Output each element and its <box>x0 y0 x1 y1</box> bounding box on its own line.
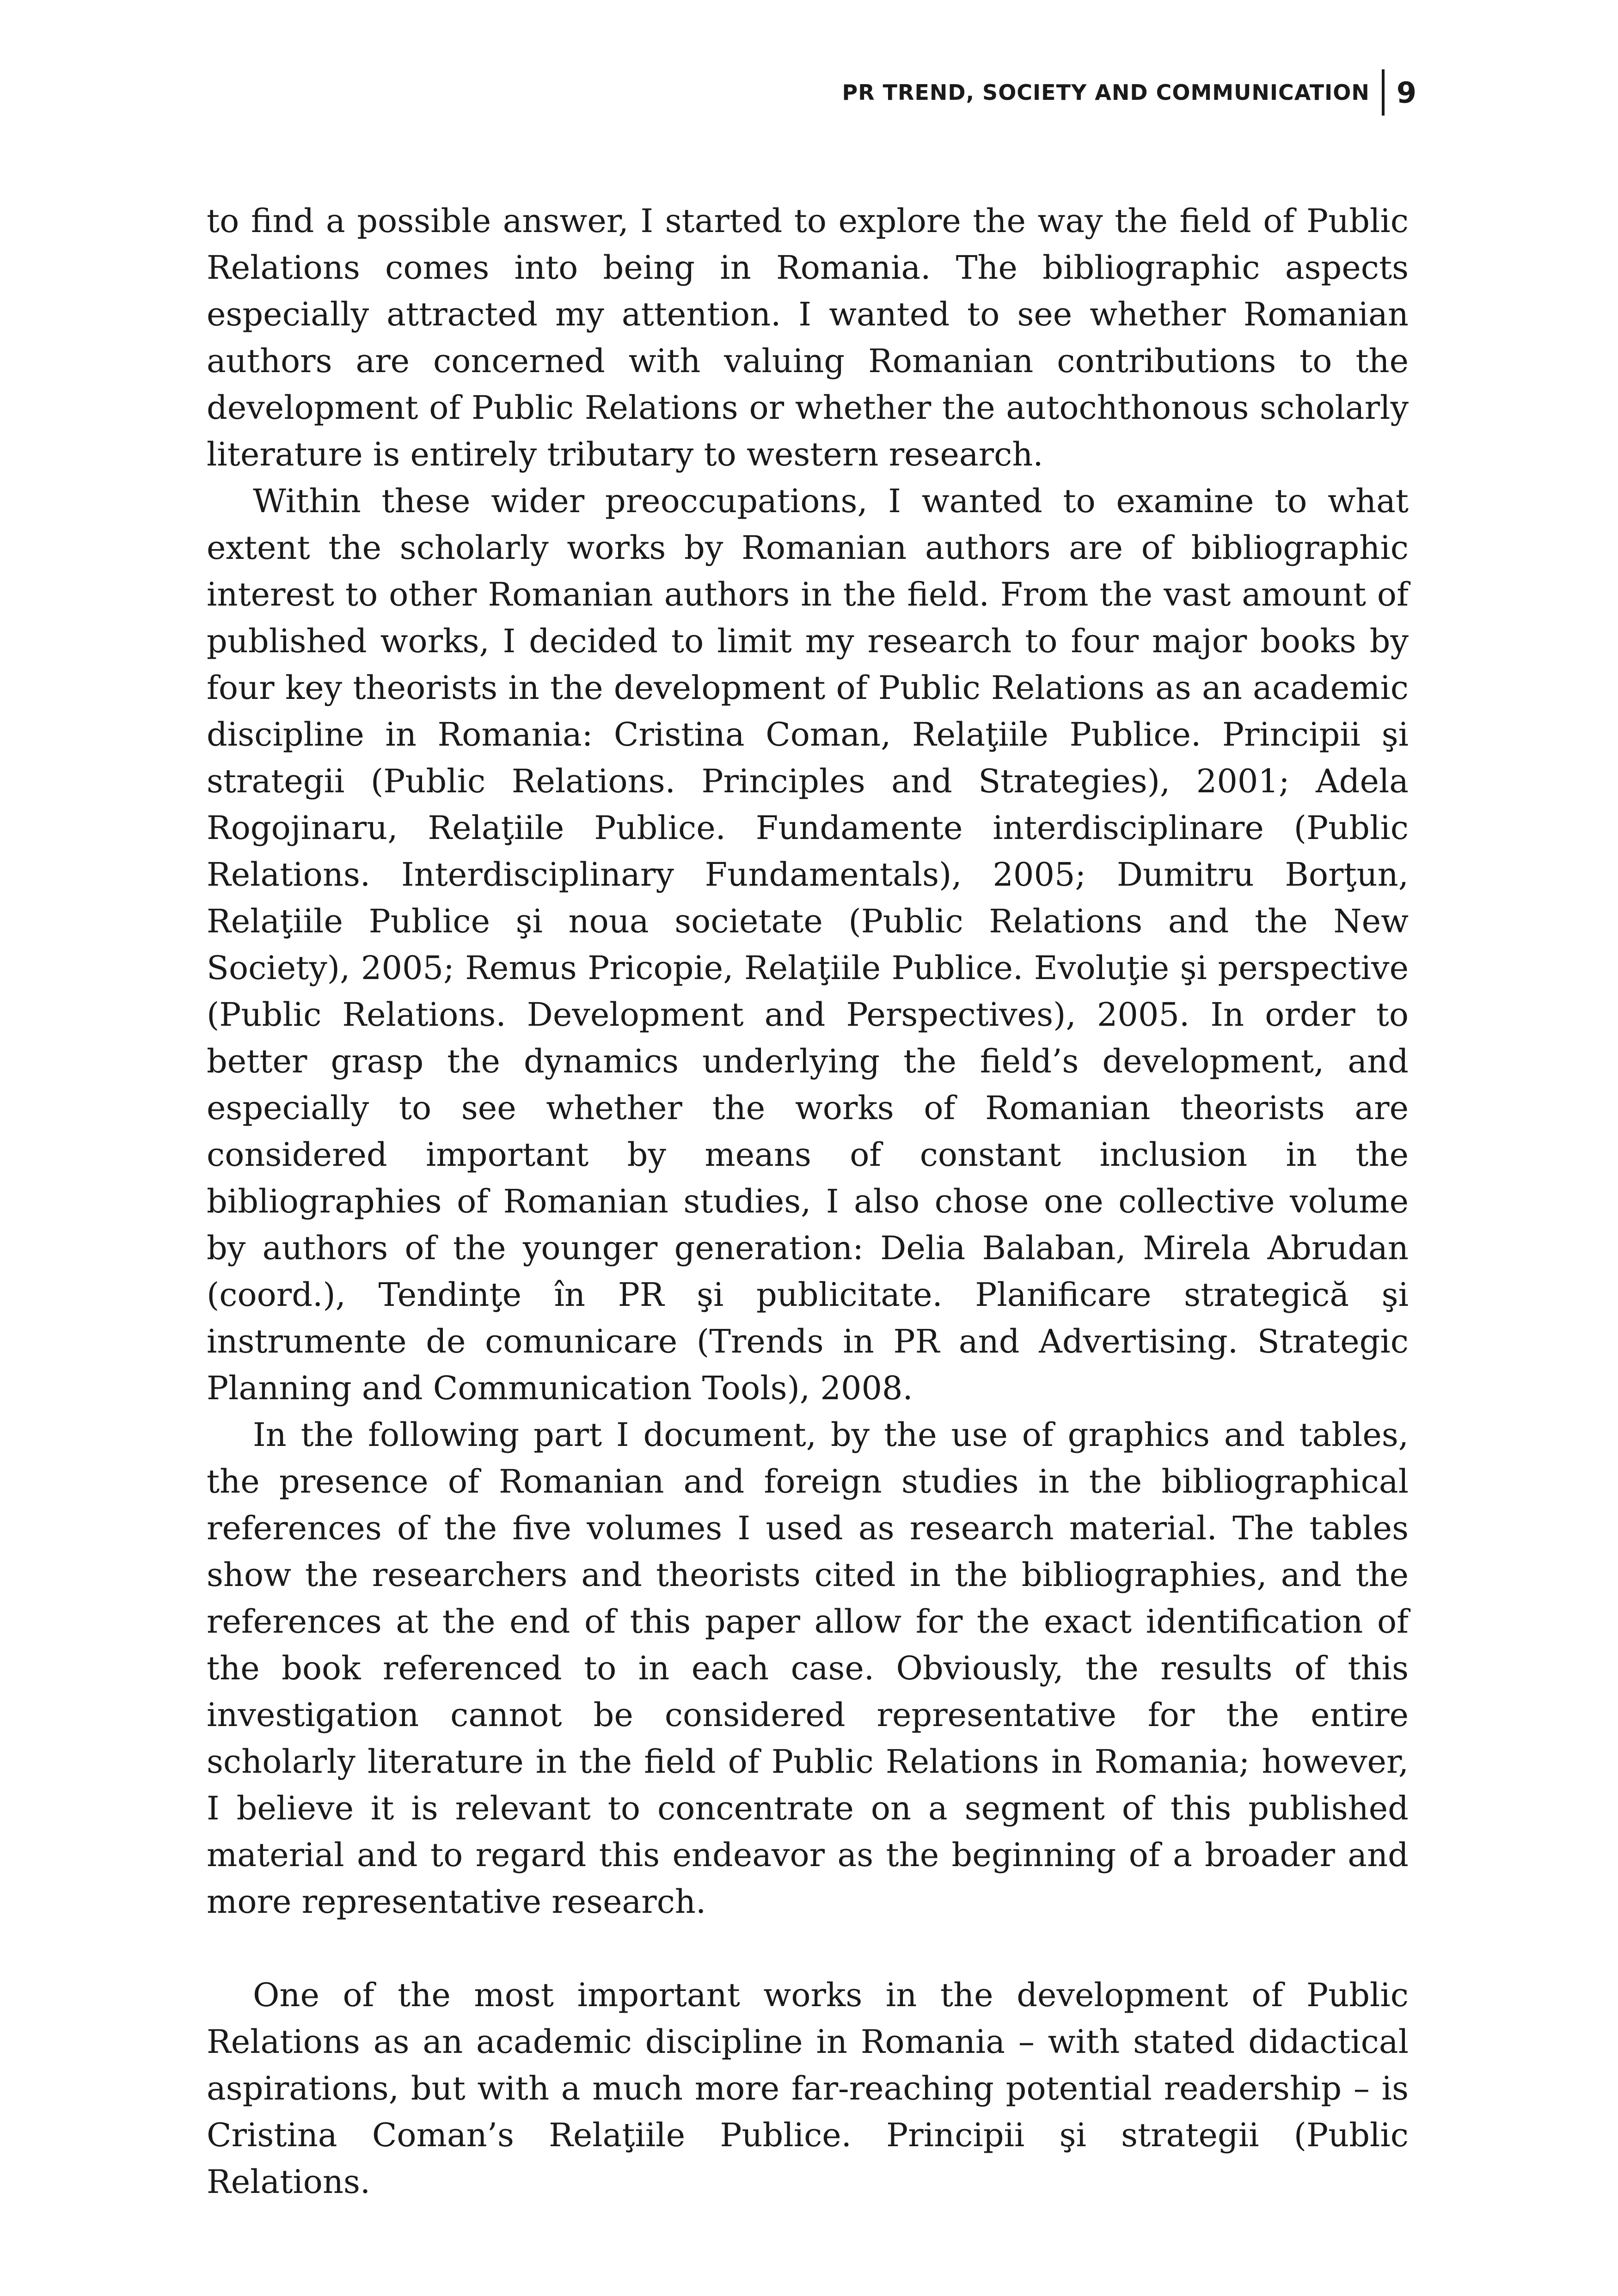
paragraph-continued: to find a possible answer, I started to explore the way the field of Public Relations comes into being in Romania. The bibliographic aspects especially attracted my attention. I wanted to see whether Romanian authors are concerned with valuing Romanian contributions to the development of Public Relations or whether the autochthonous scholarly literature is entirely tributary to western research. <box>207 202 1409 473</box>
paragraph-research-scope: Within these wider preoccupations, I wanted to examine to what extent the scholarly works by Romanian authors are of bibliographic interest to other Romanian authors in the field. From the vast amount of published works, I decided to limit my research to four major books by four key theorists in the development of Public Relations as an academic discipline in Romania: Cristina Coman, Relaţiile Publice. Principii şi strategii (Public Relations. Principles and Strategies), 2001; Adela Rogojinaru, Relaţiile Publice. Fundamente interdisciplinare (Public Relations. Interdisciplinary Fundamentals), 2005; Dumitru Borţun, Relaţiile Publice şi noua societate (Public Relations and the New Society), 2005; Remus Pricopie, Relaţiile Publice. Evoluţie şi perspective (Public Relations. Development and Perspectives), 2005. In order to better grasp the dynamics underlying the field’s development, and especially to see whether the works of Romanian theorists are considered important by means of constant inclusion in the bibliographies of Romanian studies, I also chose one collective volume by authors of the younger generation: Delia Balaban, Mirela Abrudan (coord.), Tendinţe în PR şi publicitate. Planificare strategică şi instrumente de comunicare (Trends in PR and Advertising. Strategic Planning and Communication Tools), 2008. <box>207 482 1409 1407</box>
running-header <box>842 69 1416 116</box>
body-text <box>207 198 1409 2205</box>
running-title: PR TREND, SOCIETY AND COMMUNICATION <box>842 80 1370 105</box>
header-divider <box>1382 69 1385 116</box>
paragraph-coman-intro: One of the most important works in the development of Public Relations as an academic discipline in Romania – with stated didactical aspirations, but with a much more far-reaching potential readership – is Cristina Coman’s Relaţiile Publice. Principii şi strategii (Public Relations. <box>207 1976 1409 2201</box>
paragraph-methodology: In the following part I document, by the use of graphics and tables, the presence of Romanian and foreign studies in the bibliographical references of the five volumes I used as research material. The tables show the researchers and theorists cited in the bibliographies, and the references at the end of this paper allow for the exact identification of the book referenced to in each case. Obviously, the results of this investigation cannot be considered representative for the entire scholarly literature in the field of Public Relations in Romania; however, I believe it is relevant to concentrate on a segment of this published material and to regard this endeavor as the beginning of a broader and more representative research. <box>207 1416 1409 1921</box>
page-number: 9 <box>1396 75 1416 110</box>
